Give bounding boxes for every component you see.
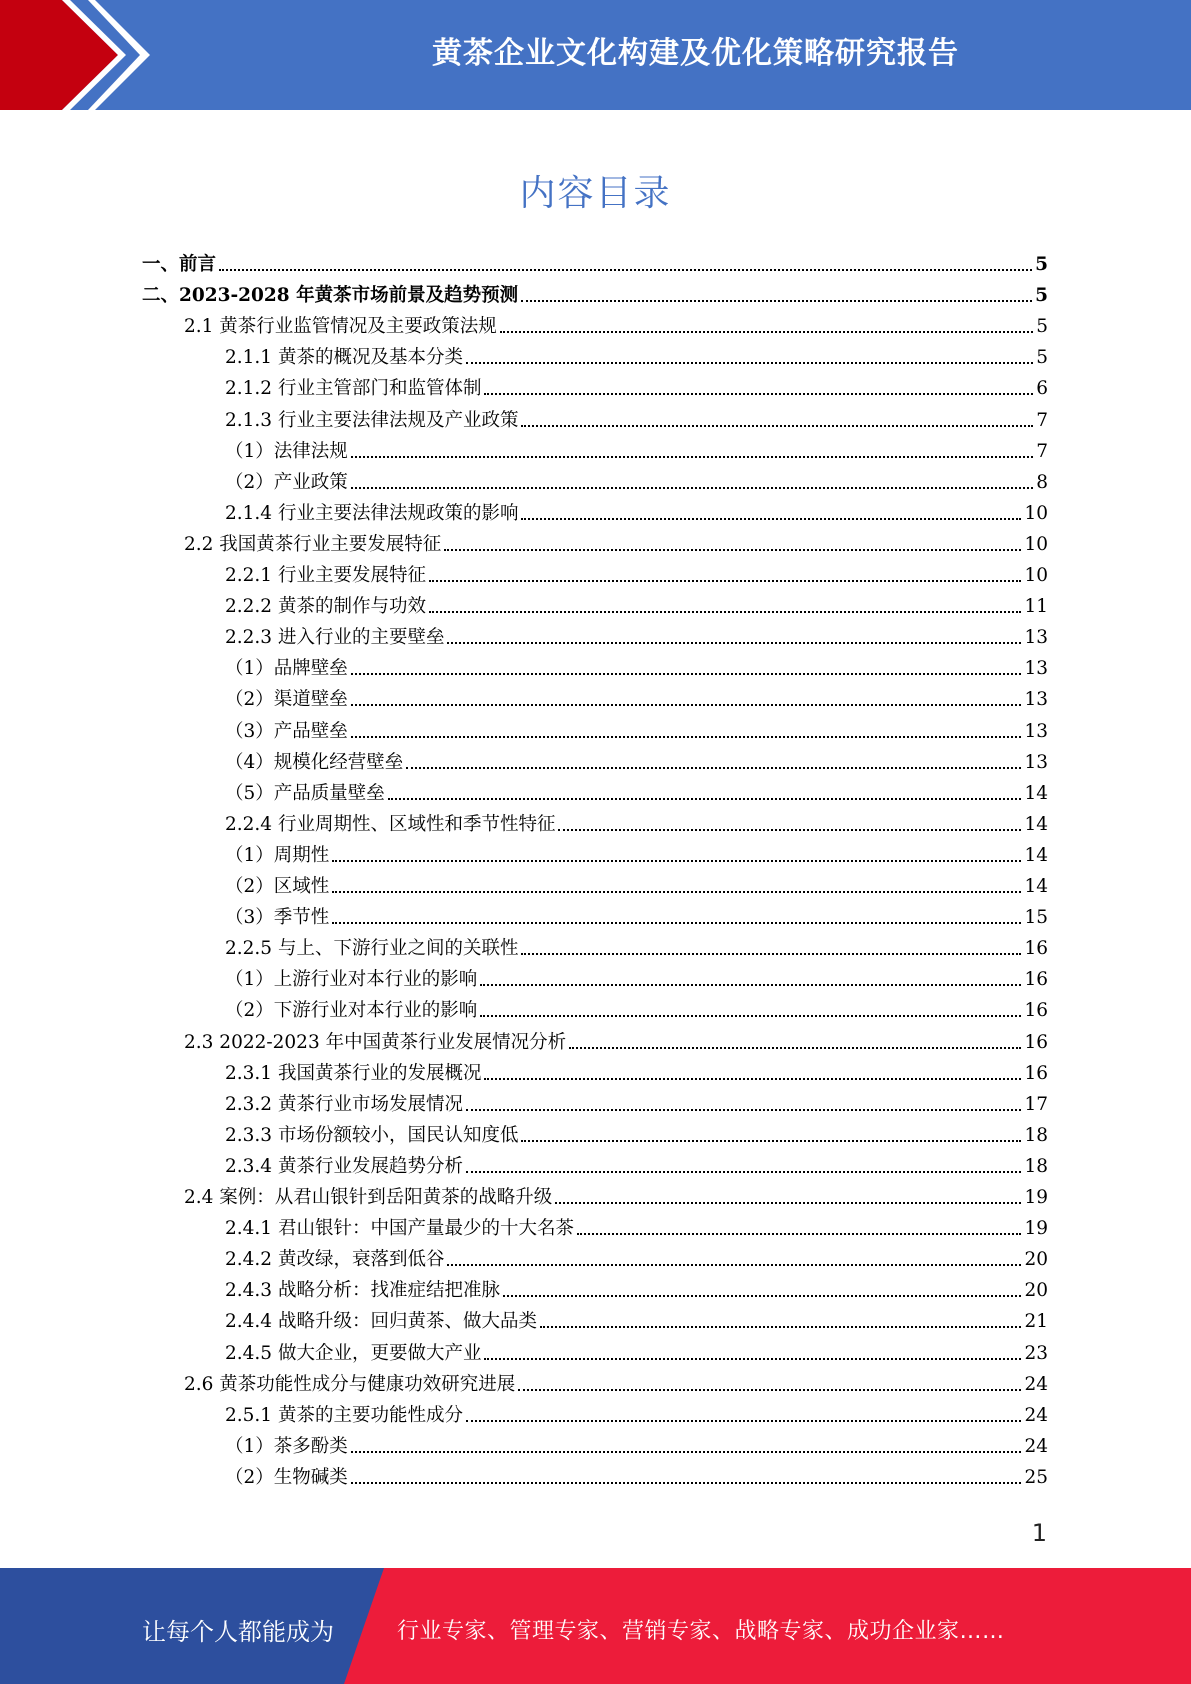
toc-leader-dots — [447, 642, 1021, 644]
toc-entry-page: 24 — [1024, 1435, 1048, 1457]
toc-entry-page: 5 — [1035, 254, 1048, 275]
toc-entry-label: 2.1 黄茶行业监管情况及主要政策法规 — [184, 316, 497, 338]
toc-leader-dots — [555, 1202, 1021, 1204]
toc-leader-dots — [480, 1015, 1021, 1017]
toc-entry[interactable] — [225, 1055, 1048, 1085]
toc-entry[interactable] — [225, 1272, 1048, 1302]
toc-entry-page: 18 — [1024, 1124, 1048, 1146]
toc-entry[interactable] — [184, 526, 1048, 556]
toc-leader-dots — [351, 704, 1022, 706]
toc-entry-label: 2.2.4 行业周期性、区域性和季节性特征 — [225, 813, 556, 835]
toc-entry-label: 2.1.3 行业主要法律法规及产业政策 — [225, 409, 519, 431]
toc-entry-page: 16 — [1024, 969, 1048, 991]
toc-entry-label: （4）规模化经营壁垒 — [225, 751, 404, 773]
toc-entry[interactable] — [225, 1241, 1048, 1271]
toc-entry-page: 10 — [1024, 502, 1048, 524]
toc-entry[interactable] — [225, 992, 1048, 1022]
toc-entry[interactable] — [225, 1117, 1048, 1147]
toc-leader-dots — [577, 1233, 1021, 1235]
toc-entry[interactable] — [225, 1086, 1048, 1116]
toc-entry[interactable] — [225, 961, 1048, 991]
toc-leader-dots — [444, 549, 1021, 551]
footer-slogan-right: 行业专家、管理专家、营销专家、战略专家、成功企业家…… — [397, 1619, 1005, 1644]
toc-entry-page: 23 — [1024, 1342, 1048, 1364]
toc-leader-dots — [351, 736, 1022, 738]
toc-entry-page: 5 — [1036, 347, 1048, 369]
toc-entry-label: （2）生物碱类 — [225, 1466, 348, 1488]
toc-entry[interactable] — [184, 1179, 1048, 1209]
toc-entry-label: （2）下游行业对本行业的影响 — [225, 1000, 478, 1022]
toc-entry-page: 16 — [1024, 1000, 1048, 1022]
toc-entry[interactable] — [225, 775, 1048, 805]
toc-entry-page: 14 — [1024, 782, 1048, 804]
page-number: 1 — [1031, 1519, 1047, 1547]
toc-leader-dots — [429, 611, 1021, 613]
toc-entry-label: （1）茶多酚类 — [225, 1435, 348, 1457]
toc-entry-page: 19 — [1024, 1218, 1048, 1240]
toc-leader-dots — [406, 767, 1021, 769]
toc-entry[interactable] — [225, 433, 1048, 463]
toc-entry[interactable] — [225, 1459, 1048, 1489]
toc-leader-dots — [351, 1451, 1022, 1453]
toc-leader-dots — [484, 393, 1033, 395]
toc-entry-label: 2.3.2 黄茶行业市场发展情况 — [225, 1093, 463, 1115]
toc-entry-page: 24 — [1024, 1373, 1048, 1395]
toc-entry-page: 19 — [1024, 1187, 1048, 1208]
toc-entry-page: 18 — [1024, 1155, 1048, 1177]
toc-entry-page: 16 — [1024, 938, 1048, 960]
toc-entry-label: 2.3.1 我国黄茶行业的发展概况 — [225, 1062, 482, 1084]
toc-entry-label: 2.4 案例：从君山银针到岳阳黄茶的战略升级 — [184, 1187, 553, 1208]
toc-entry-label: （5）产品质量壁垒 — [225, 782, 385, 804]
toc-entry-label: （1）法律法规 — [225, 440, 348, 462]
toc-entry[interactable] — [225, 650, 1048, 680]
toc-leader-dots — [558, 829, 1021, 831]
toc-entry-page: 20 — [1024, 1280, 1048, 1302]
toc-entry[interactable] — [184, 1024, 1048, 1054]
toc-entry-page: 13 — [1024, 627, 1048, 649]
toc-entry-label: （2）渠道壁垒 — [225, 689, 348, 711]
toc-entry-label: （2）产业政策 — [225, 471, 348, 493]
toc-entry-page: 6 — [1036, 378, 1048, 400]
toc-entry-page: 16 — [1024, 1031, 1048, 1053]
toc-entry-label: 2.2.5 与上、下游行业之间的关联性 — [225, 938, 519, 960]
toc-entry-label: 2.3.3 市场份额较小，国民认知度低 — [225, 1124, 519, 1146]
toc-leader-dots — [219, 269, 1032, 271]
toc-entry[interactable] — [225, 930, 1048, 960]
toc-entry[interactable] — [225, 1335, 1048, 1365]
toc-entry-page: 14 — [1024, 844, 1048, 866]
toc-leader-dots — [466, 1420, 1021, 1422]
toc-entry-page: 20 — [1024, 1249, 1048, 1271]
toc-leader-dots — [351, 456, 1033, 458]
toc-entry-page: 14 — [1024, 813, 1048, 835]
toc-entry-label: 2.4.5 做大企业，更要做大产业 — [225, 1342, 482, 1364]
toc-entry-label: 2.2 我国黄茶行业主要发展特征 — [184, 533, 442, 555]
toc-entry[interactable] — [184, 308, 1048, 338]
toc-entry-label: （1）上游行业对本行业的影响 — [225, 969, 478, 991]
toc-entry[interactable] — [225, 495, 1048, 525]
toc-entry-page: 21 — [1024, 1311, 1048, 1333]
toc-entry-page: 13 — [1024, 658, 1048, 680]
toc-entry[interactable] — [225, 557, 1048, 587]
toc-entry-label: 2.3 2022-2023 年中国黄茶行业发展情况分析 — [184, 1031, 567, 1053]
toc-leader-dots — [351, 1482, 1022, 1484]
toc-leader-dots — [351, 673, 1022, 675]
toc-entry-label: 2.1.4 行业主要法律法规政策的影响 — [225, 502, 519, 524]
toc-entry[interactable] — [225, 464, 1048, 494]
toc-heading: 内容目录 — [519, 173, 672, 214]
toc-entry-page: 25 — [1024, 1466, 1048, 1488]
toc-entry[interactable] — [142, 277, 1048, 307]
toc-entry-label: 2.2.1 行业主要发展特征 — [225, 565, 426, 586]
toc-entry[interactable] — [225, 1397, 1048, 1427]
toc-entry[interactable] — [225, 588, 1048, 618]
toc-leader-dots — [332, 860, 1021, 862]
toc-entry-label: 2.4.4 战略升级：回归黄茶、做大品类 — [225, 1311, 537, 1333]
toc-entry-page: 10 — [1024, 565, 1048, 586]
toc-leader-dots — [332, 891, 1021, 893]
toc-entry-label: 2.2.2 黄茶的制作与功效 — [225, 596, 426, 618]
toc-leader-dots — [500, 331, 1033, 333]
toc-entry-label: （3）季节性 — [225, 907, 330, 929]
toc-leader-dots — [518, 1389, 1021, 1391]
toc-leader-dots — [521, 425, 1033, 427]
toc-entry-label: 2.1.2 行业主管部门和监管体制 — [225, 378, 482, 400]
toc-entry-page: 15 — [1024, 907, 1048, 929]
toc-entry[interactable] — [225, 744, 1048, 774]
toc-entry[interactable] — [225, 370, 1048, 400]
toc-entry[interactable] — [225, 402, 1048, 432]
toc-leader-dots — [332, 922, 1021, 924]
toc-entry[interactable] — [225, 806, 1048, 836]
toc-leader-dots — [521, 518, 1021, 520]
toc-leader-dots — [466, 1171, 1021, 1173]
toc-entry-page: 13 — [1024, 751, 1048, 773]
toc-entry-page: 7 — [1036, 440, 1048, 462]
toc-entry-label: 2.5.1 黄茶的主要功能性成分 — [225, 1404, 463, 1426]
toc-leader-dots — [466, 1109, 1021, 1111]
toc-entry-page: 8 — [1036, 471, 1048, 493]
toc-entry[interactable] — [225, 1210, 1048, 1240]
toc-entry-page: 17 — [1024, 1093, 1048, 1115]
toc-entry[interactable] — [225, 1303, 1048, 1333]
toc-entry-page: 5 — [1036, 316, 1048, 338]
toc-leader-dots — [521, 953, 1021, 955]
toc-entry-label: 2.1.1 黄茶的概况及基本分类 — [225, 347, 463, 369]
toc-entry[interactable] — [225, 868, 1048, 898]
toc-entry-label: 二、2023-2028 年黄茶市场前景及趋势预测 — [142, 285, 519, 307]
toc-entry-page: 7 — [1036, 409, 1048, 431]
toc-entry[interactable] — [225, 619, 1048, 649]
toc-entry[interactable] — [225, 339, 1048, 369]
toc-entry-label: 2.4.3 战略分析：找准症结把准脉 — [225, 1280, 500, 1302]
toc-entry-page: 11 — [1024, 596, 1048, 618]
toc-entry[interactable] — [184, 1366, 1048, 1396]
toc-leader-dots — [429, 580, 1021, 582]
toc-leader-dots — [480, 984, 1021, 986]
toc-entry-label: 2.4.2 黄改绿，衰落到低谷 — [225, 1249, 445, 1271]
toc-leader-dots — [484, 1078, 1021, 1080]
toc-leader-dots — [540, 1326, 1021, 1328]
page-footer — [0, 1568, 1191, 1684]
toc-leader-dots — [521, 1140, 1021, 1142]
toc-entry[interactable] — [225, 837, 1048, 867]
toc-leader-dots — [484, 1358, 1021, 1360]
toc-leader-dots — [569, 1047, 1021, 1049]
toc-leader-dots — [503, 1295, 1021, 1297]
toc-entry[interactable] — [225, 713, 1048, 743]
toc-leader-dots — [388, 798, 1022, 800]
toc-entry-page: 24 — [1024, 1404, 1048, 1426]
footer-slogan-left: 让每个人都能成为 — [142, 1618, 334, 1646]
toc-entry-page: 13 — [1024, 720, 1048, 742]
toc-entry[interactable] — [225, 1428, 1048, 1458]
toc-entry-label: 2.6 黄茶功能性成分与健康功效研究进展 — [184, 1373, 516, 1395]
toc-leader-dots — [521, 300, 1032, 302]
toc-entry-page: 5 — [1035, 285, 1048, 307]
toc-entry-label: 2.4.1 君山银针：中国产量最少的十大名茶 — [225, 1218, 574, 1240]
toc-entry[interactable] — [142, 246, 1048, 276]
page-header — [0, 0, 1191, 110]
toc-entry-page: 13 — [1024, 689, 1048, 711]
toc-entry-label: 一、前言 — [142, 254, 217, 275]
toc-entry-label: （1）周期性 — [225, 844, 330, 866]
toc-leader-dots — [447, 1264, 1021, 1266]
toc-entry-label: （3）产品壁垒 — [225, 720, 348, 742]
toc-entry-label: （1）品牌壁垒 — [225, 658, 348, 680]
toc-entry-page: 16 — [1024, 1062, 1048, 1084]
toc-leader-dots — [466, 362, 1033, 364]
toc-entry-label: 2.2.3 进入行业的主要壁垒 — [225, 627, 445, 649]
toc-entry-page: 14 — [1024, 876, 1048, 897]
toc-entry[interactable] — [225, 681, 1048, 711]
toc-entry-label: （2）区域性 — [225, 876, 330, 897]
toc-entry[interactable] — [225, 1148, 1048, 1178]
toc-entry[interactable] — [225, 899, 1048, 929]
toc-leader-dots — [351, 487, 1033, 489]
report-title: 黄茶企业文化构建及优化策略研究报告 — [432, 36, 959, 71]
toc-entry-label: 2.3.4 黄茶行业发展趋势分析 — [225, 1155, 463, 1177]
toc-entry-page: 10 — [1024, 533, 1048, 555]
